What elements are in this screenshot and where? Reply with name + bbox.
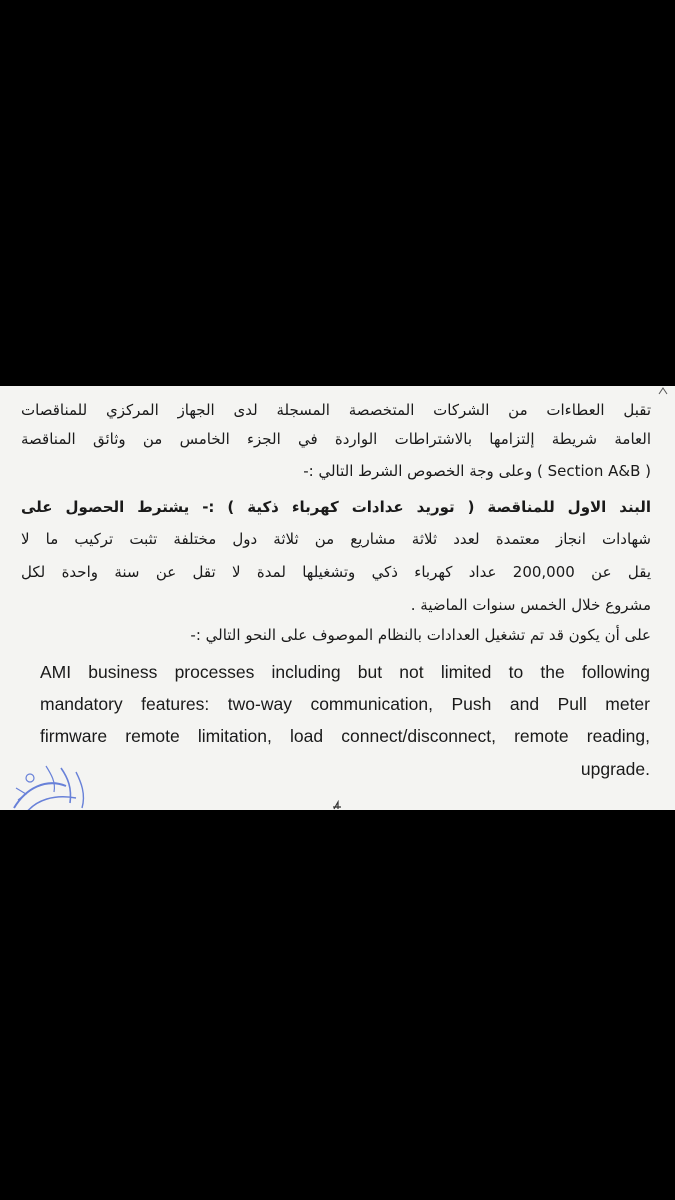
arabic-line-8: على أن يكون قد تم تشغيل العدادات بالنظام الموصوف على النحو التالي :- [190, 626, 651, 644]
arabic-line-1: تقبل العطاءات من الشركات المتخصصة المسجلة لدى الجهاز المركزي للمناقصات [21, 401, 651, 419]
document-scan [0, 386, 675, 810]
arabic-line-4-clause-heading: البند الاول للمناقصة ( توريد عدادات كهرباء ذكية ) :- يشترط الحصول على [21, 498, 651, 516]
corner-mark-icon [657, 386, 669, 396]
english-line-4: upgrade. [580, 759, 650, 779]
page-number-mark-icon [330, 800, 344, 810]
arabic-line-6: يقل عن 200,000 عداد كهرباء ذكي وتشغيلها لمدة لا تقل عن سنة واحدة لكل [21, 563, 652, 581]
official-stamp-icon [6, 758, 116, 810]
english-line-1: AMI business processes including but not limited to the following [40, 662, 650, 682]
arabic-line-2: العامة شريطة إلتزامها بالاشتراطات الواردة في الجزء الخامس من وثائق المناقصة [21, 430, 651, 448]
arabic-line-5: شهادات انجاز معتمدة لعدد ثلاثة مشاريع من ثلاثة دول مختلفة تثبت تركيب ما لا [21, 530, 651, 548]
arabic-line-3: ( Section A&B ) وعلى وجة الخصوص الشرط التالي :- [303, 462, 651, 480]
arabic-line-7: مشروع خلال الخمس سنوات الماضية . [410, 596, 651, 614]
english-line-2: mandatory features: two-way communication, Push and Pull meter [40, 694, 650, 714]
english-line-3: firmware remote limitation, load connect/disconnect, remote reading, [40, 726, 650, 746]
